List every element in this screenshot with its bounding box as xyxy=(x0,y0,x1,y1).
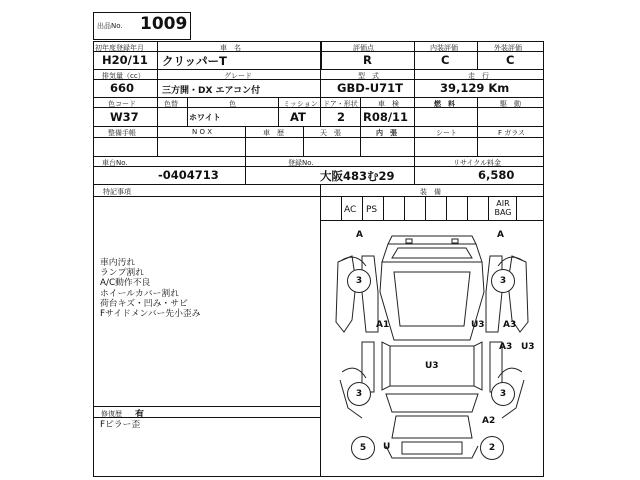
rule xyxy=(414,156,415,184)
rule xyxy=(383,196,384,220)
recycle-value: 6,580 xyxy=(478,168,515,182)
rule xyxy=(320,220,544,221)
equipment-label: 装 備 xyxy=(420,188,441,196)
manual-label: 整備手帳 xyxy=(108,129,136,137)
damage-mark: U3 xyxy=(521,342,535,352)
remark-item: ランプ割れ xyxy=(100,268,144,279)
notes-label: 特記事項 xyxy=(103,188,131,196)
rule xyxy=(187,97,188,126)
rule xyxy=(157,97,158,126)
rule xyxy=(93,184,544,185)
rating-label: 評価点 xyxy=(353,44,374,52)
transmission-value: AT xyxy=(290,110,306,124)
condition-circle: 3 xyxy=(347,269,371,293)
lot-number: 1009 xyxy=(140,14,188,34)
rule xyxy=(320,69,321,97)
repair-label: 修復歴 xyxy=(101,410,122,418)
rule xyxy=(93,156,544,157)
first-reg-value: H20/11 xyxy=(102,53,148,67)
exterior-label: 外装評価 xyxy=(494,44,522,52)
rule xyxy=(414,69,415,97)
grade-value: 三方開・DX エアコン付 xyxy=(162,86,261,96)
grade-label: グレード xyxy=(224,72,252,80)
condition-circle: 3 xyxy=(347,382,371,406)
rule xyxy=(404,196,405,220)
reg-no-label: 登録No. xyxy=(288,159,314,167)
mileage-label: 走 行 xyxy=(468,72,489,80)
rule xyxy=(477,41,478,69)
chassis-label: 車台No. xyxy=(102,159,128,167)
rule xyxy=(360,126,361,156)
rule xyxy=(245,126,246,156)
nox-label: N O X xyxy=(192,128,212,136)
rule xyxy=(320,184,321,477)
damage-mark: A3 xyxy=(503,320,517,330)
rule xyxy=(341,196,342,220)
exterior-value: C xyxy=(506,53,515,67)
rule xyxy=(157,69,158,97)
rule xyxy=(446,196,447,220)
rule xyxy=(488,196,489,220)
remarks-list xyxy=(100,258,201,319)
fuel-label: 燃 料 xyxy=(434,100,455,108)
rule xyxy=(477,97,478,126)
rule xyxy=(278,97,279,126)
rule xyxy=(360,97,361,126)
rule xyxy=(467,196,468,220)
rule xyxy=(414,126,415,156)
rule xyxy=(157,41,158,69)
remark-item: A/C動作不良 xyxy=(100,278,151,289)
lot-label: 出品No. xyxy=(97,22,123,30)
car-name-label: 車 名 xyxy=(220,44,241,52)
transmission-label: ミッション xyxy=(283,100,318,108)
damage-mark: A xyxy=(356,230,363,240)
rule xyxy=(245,156,246,184)
damage-mark: A xyxy=(497,230,504,240)
condition-circle: 5 xyxy=(351,436,375,460)
displacement-label: 排気量（cc） xyxy=(102,72,145,80)
damage-mark: U xyxy=(383,442,391,452)
drive-label: 駆 動 xyxy=(500,100,521,108)
mileage-value: 39,129 Km xyxy=(440,81,510,95)
reg-no-value: 大阪483む29 xyxy=(320,169,395,183)
doors-value: 2 xyxy=(337,110,346,124)
rule xyxy=(93,196,544,197)
remark-item: Fサイドメンバー先小歪み xyxy=(100,309,201,320)
rule xyxy=(320,97,321,126)
interior-value: C xyxy=(441,53,450,67)
color-code-label: 色コード xyxy=(108,100,136,108)
rule xyxy=(414,97,415,126)
inspection-label: 車 検 xyxy=(378,100,399,108)
rule xyxy=(93,406,320,407)
rule xyxy=(516,196,517,220)
repair-value: 有 xyxy=(135,410,145,420)
rule xyxy=(477,126,478,156)
first-reg-label: 初年度登録年月 xyxy=(95,44,144,52)
chassis-value: -0404713 xyxy=(158,168,219,182)
rule xyxy=(93,417,320,418)
condition-circle: 2 xyxy=(480,436,504,460)
color-code-value: W37 xyxy=(110,110,139,124)
interior-label: 内装評価 xyxy=(430,44,458,52)
car-name-value: クリッパーT xyxy=(162,54,227,68)
rule xyxy=(362,196,363,220)
damage-mark: A3 xyxy=(499,342,513,352)
equip-ps: PS xyxy=(366,205,378,215)
displacement-value: 660 xyxy=(110,81,135,95)
rule xyxy=(414,41,415,69)
history-label: 車 歴 xyxy=(263,129,284,137)
damage-mark: U3 xyxy=(471,320,485,330)
rule xyxy=(321,41,322,69)
equip-airbag: AIR BAG xyxy=(494,199,512,217)
remark-item: ホイールカバー割れ xyxy=(100,288,179,299)
damage-mark: U3 xyxy=(425,361,439,371)
condition-circle: 3 xyxy=(491,382,515,406)
damage-mark: A2 xyxy=(482,416,496,426)
inspection-value: R08/11 xyxy=(363,110,409,124)
rule xyxy=(303,126,304,156)
color-type-label: 色替 xyxy=(164,100,178,108)
doors-label: ドア・形状 xyxy=(323,100,358,108)
color-value: ホワイト xyxy=(189,113,221,122)
fglass-label: F ガラス xyxy=(498,129,526,137)
interior2-label: 内 張 xyxy=(376,129,397,137)
sunroof-label: 天 張 xyxy=(320,129,341,137)
remark-item: 荷台キズ・凹み・サビ xyxy=(100,298,188,309)
repair-note: Fピラー歪 xyxy=(100,420,141,430)
recycle-label: リサイクル料金 xyxy=(453,159,502,167)
model-label: 型 式 xyxy=(358,72,379,80)
equip-ac: AC xyxy=(344,205,357,215)
rating-value: R xyxy=(363,53,372,67)
seat-label: シート xyxy=(436,129,457,137)
rule xyxy=(425,196,426,220)
damage-mark: A1 xyxy=(376,320,390,330)
condition-circle: 3 xyxy=(491,269,515,293)
rule xyxy=(157,126,158,156)
model-value: GBD-U71T xyxy=(337,81,403,95)
color-label: 色 xyxy=(229,100,236,108)
rule xyxy=(93,69,544,70)
remark-item: 車内汚れ xyxy=(100,258,136,268)
